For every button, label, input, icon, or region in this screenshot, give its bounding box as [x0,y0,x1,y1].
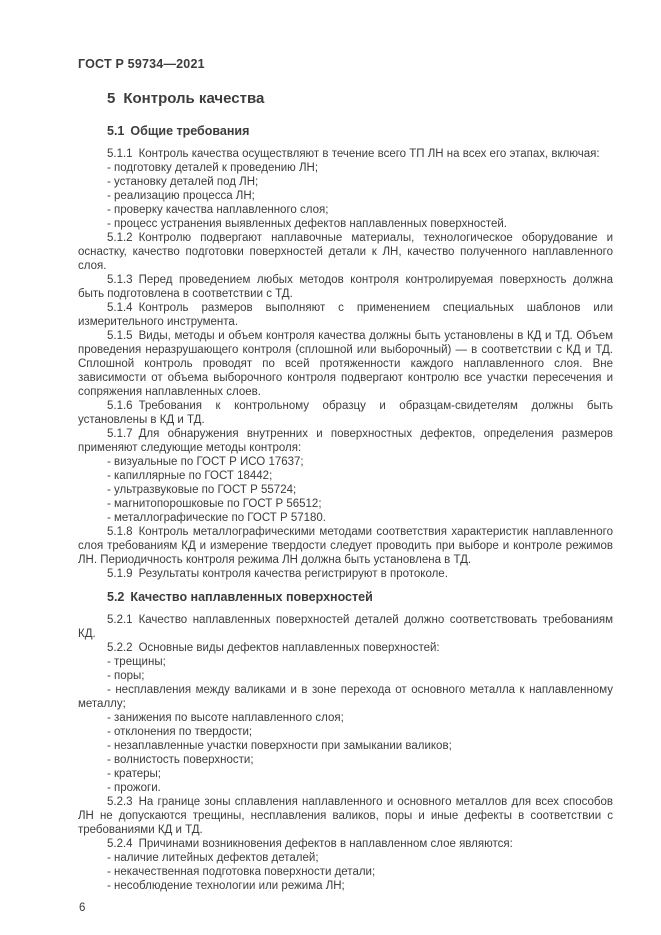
clause-number: 5.2.1 [107,614,133,626]
list-item [78,483,613,497]
body-text: - визуальные по ГОСТ Р ИСО 17637; [107,456,304,468]
body-text: Перед проведением любых методов контроля контролируемая поверхность должна быть подготовлена в соответствии с ТД. [78,274,613,300]
body-text: - несоблюдение технологии или режима ЛН; [107,880,345,892]
paragraph [78,427,613,455]
body-text: Основные виды дефектов наплавленных поверхностей: [138,642,440,654]
clause-number: 5.1.3 [107,274,133,286]
clause-number: 5.2 [107,590,125,604]
paragraph [78,567,613,581]
list-item [78,865,613,879]
body-text: - несплавления между валиками и в зоне перехода от основного металла к наплавленному металлу; [78,684,613,710]
heading-text: Контроль качества [123,90,265,107]
paragraph [78,231,613,273]
body-text: - волнистость поверхности; [107,754,254,766]
list-item [78,511,613,525]
paragraph [78,273,613,301]
paragraph [78,641,613,655]
list-item [78,497,613,511]
list-item [78,725,613,739]
clause-number: 5.1.9 [107,568,133,580]
subsection-heading [107,124,613,138]
paragraph [78,301,613,329]
clause-number: 5.1.8 [107,526,133,538]
list-item [78,655,613,669]
body-text: - некачественная подготовка поверхности детали; [107,866,376,878]
paragraph [78,795,613,837]
body-text: Результаты контроля качества регистрируют в протоколе. [138,568,448,580]
body-text: - занижения по высоте наплавленного слоя; [107,712,344,724]
clause-number: 5.1.1 [107,148,133,160]
body-text: - наличие литейных дефектов деталей; [107,852,319,864]
body-text: - поры; [107,670,145,682]
list-item [78,739,613,753]
section-heading [107,91,613,107]
clause-number: 5.1.5 [107,330,133,342]
body-text: - кратеры; [107,768,161,780]
body-text: Контроль металлографическими методами соответствия характеристик наплавленного слоя требованиям КД и измерение твердости следует проводить при выборе и контроле режимов ЛН. Периодичность контроля режима ЛН должна быть установлена в ТД. [78,526,613,566]
list-item [78,469,613,483]
body-text: - прожоги. [107,782,161,794]
doc-code-header: ГОСТ Р 59734—2021 [78,57,205,71]
body-text: - процесс устранения выявленных дефектов наплавленных поверхностей. [107,218,508,230]
paragraph [78,147,613,161]
paragraph [78,399,613,427]
clause-number: 5 [107,90,116,107]
body-text: Качество наплавленных поверхностей деталей должно соответствовать требованиям КД. [78,614,613,640]
clause-number: 5.1.2 [107,232,133,244]
body-text: - реализацию процесса ЛН; [107,190,255,202]
paragraph [78,329,613,399]
body-text: - проверку качества наплавленного слоя; [107,204,329,216]
body-text: - капиллярные по ГОСТ 18442; [107,470,273,482]
body-text: - подготовку деталей к проведению ЛН; [107,162,319,174]
list-item [78,203,613,217]
list-item [78,851,613,865]
paragraph [78,613,613,641]
clause-number: 5.1.6 [107,400,133,412]
clause-number: 5.2.2 [107,642,133,654]
body-text: - магнитопорошковые по ГОСТ Р 56512; [107,498,322,510]
list-item [78,161,613,175]
paragraph [78,525,613,567]
paragraph [78,837,613,851]
list-item [78,879,613,893]
body-text: - трещины; [107,656,166,668]
body-text: - установку деталей под ЛН; [107,176,259,188]
clause-number: 5.2.4 [107,838,133,850]
body-text: Требования к контрольному образцу и образцам-свидетелям должны быть установлены в КД и ТД. [78,400,613,426]
body-text: - незаплавленные участки поверхности при замыкании валиков; [107,740,452,752]
clause-number: 5.1 [107,124,125,138]
heading-text: Качество наплавленных поверхностей [130,590,373,604]
clause-number: 5.2.3 [107,796,133,808]
list-item [78,669,613,683]
list-item [78,217,613,231]
clause-number: 5.1.4 [107,302,133,314]
body-text: На границе зоны сплавления наплавленного и основного металлов для всех способов ЛН не допускаются трещины, несплавления валиков, поры и иные дефекты в соответствии с требованиями КД и ТД. [78,796,613,836]
page-number: 6 [79,902,86,914]
body-text: Контролю подвергают наплавочные материалы, технологическое оборудование и оснастку, качество подготовки поверхностей детали к ЛН, качество полученного наплавленного слоя. [78,232,613,272]
list-item [78,455,613,469]
body-text: - отклонения по твердости; [107,726,253,738]
list-item [78,711,613,725]
list-item [78,767,613,781]
list-item [78,781,613,795]
body-text: Контроль качества осуществляют в течение всего ТП ЛН на всех его этапах, включая: [138,148,600,160]
clause-number: 5.1.7 [107,428,133,440]
subsection-heading [107,590,613,604]
body-text: - металлографические по ГОСТ Р 57180. [107,512,327,524]
list-item [78,189,613,203]
body-text: Причинами возникновения дефектов в наплавленном слое являются: [138,838,513,850]
heading-text: Общие требования [130,124,250,138]
body-text: Контроль размеров выполняют с применением специальных шаблонов или измерительного инструмента. [78,302,613,328]
list-item [78,175,613,189]
body-text: - ультразвуковые по ГОСТ Р 55724; [107,484,297,496]
doc-content [78,91,613,893]
list-item [78,683,613,711]
body-text: Для обнаружения внутренних и поверхностных дефектов, определения размеров применяют следующие методы контроля: [78,428,613,454]
list-item [78,753,613,767]
body-text: Виды, методы и объем контроля качества должны быть установлены в КД и ТД. Объем проведения неразрушающего контроля (сплошной или выборочный) — в соответствии с КД и ТД. Сплошной контроль проводят по всей протяженности каждого наплавленного слоя. Вне зависимости от объема выборочного контроля подвергают контролю все участки пересечения и сопряжения наплавленных слоев. [78,330,613,398]
